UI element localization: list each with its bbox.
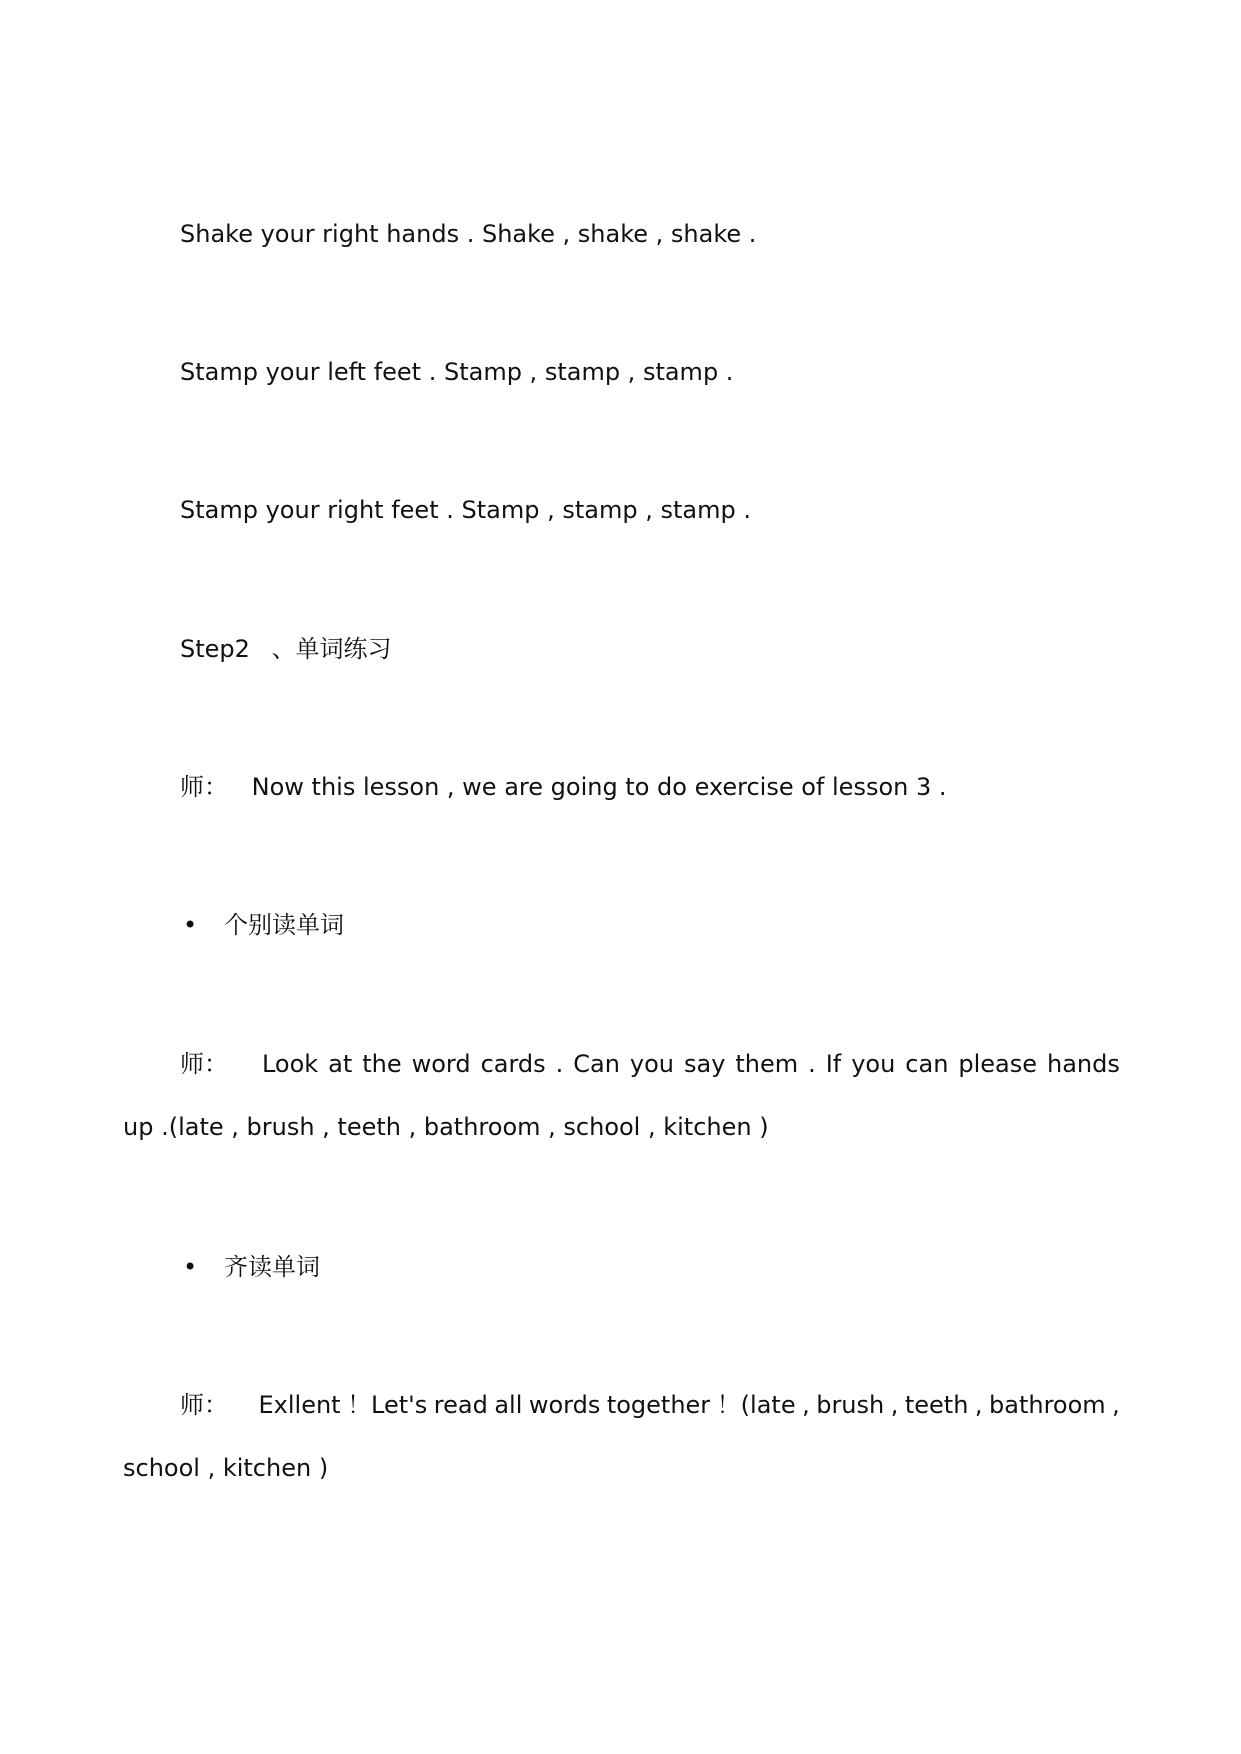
word: hands [1047,1050,1120,1078]
speaker-label: 师： [180,1050,228,1078]
teacher-line-1 [180,771,947,803]
step-number: Step2 [180,635,250,663]
teacher-line-1-text: Now this lesson , we are going to do exercise of lesson 3 . [251,773,947,801]
word: cards [480,1050,546,1078]
word: . [555,1050,564,1078]
word: can [905,1050,949,1078]
teacher-line-3-second-row: school , kitchen ) [123,1454,329,1482]
teacher-line-3-first-row [180,1389,1120,1421]
word: Look [261,1050,319,1078]
word: say [683,1050,726,1078]
word: all [494,1391,523,1419]
text-line-3: Stamp your right feet . Stamp , stamp , stamp . [180,496,751,524]
word: please [958,1050,1038,1078]
word: the [362,1050,402,1078]
word: read [433,1391,488,1419]
word: brush [816,1391,885,1419]
word: you [851,1050,896,1078]
step-heading [180,633,392,665]
teacher-line-2-second-row: up .(late , brush , teeth , bathroom , school , kitchen ) [123,1113,769,1141]
teacher-line-2-first-row [180,1048,1120,1080]
speaker-label: 师： [180,773,228,801]
word: words [528,1391,601,1419]
word: . [808,1050,816,1078]
word: If [825,1050,842,1078]
word: them [735,1050,799,1078]
text-line-1: Shake your right hands . Shake , shake , shake . [180,220,757,248]
word: Can [573,1050,620,1078]
word: , [974,1391,983,1419]
word: , [802,1391,810,1419]
word: you [629,1050,675,1078]
bullet-1-marker: • [183,911,198,939]
word: , [890,1391,899,1419]
word: teeth [904,1391,969,1419]
word: ！Let's [347,1391,428,1419]
bullet-2-text: 齐读单词 [224,1253,320,1281]
bullet-1-text: 个别读单词 [224,911,344,939]
word: Exllent [258,1391,341,1419]
text-line-2: Stamp your left feet . Stamp , stamp , stamp . [180,358,734,386]
bullet-2-marker: • [183,1253,198,1281]
word: word [411,1050,471,1078]
step-title: 、单词练习 [271,635,392,663]
word: , [1112,1391,1120,1419]
speaker-label: 师： [180,1391,228,1419]
word: together [606,1391,711,1419]
word: at [328,1050,353,1078]
word: ！(late [716,1391,796,1419]
word: bathroom [989,1391,1106,1419]
